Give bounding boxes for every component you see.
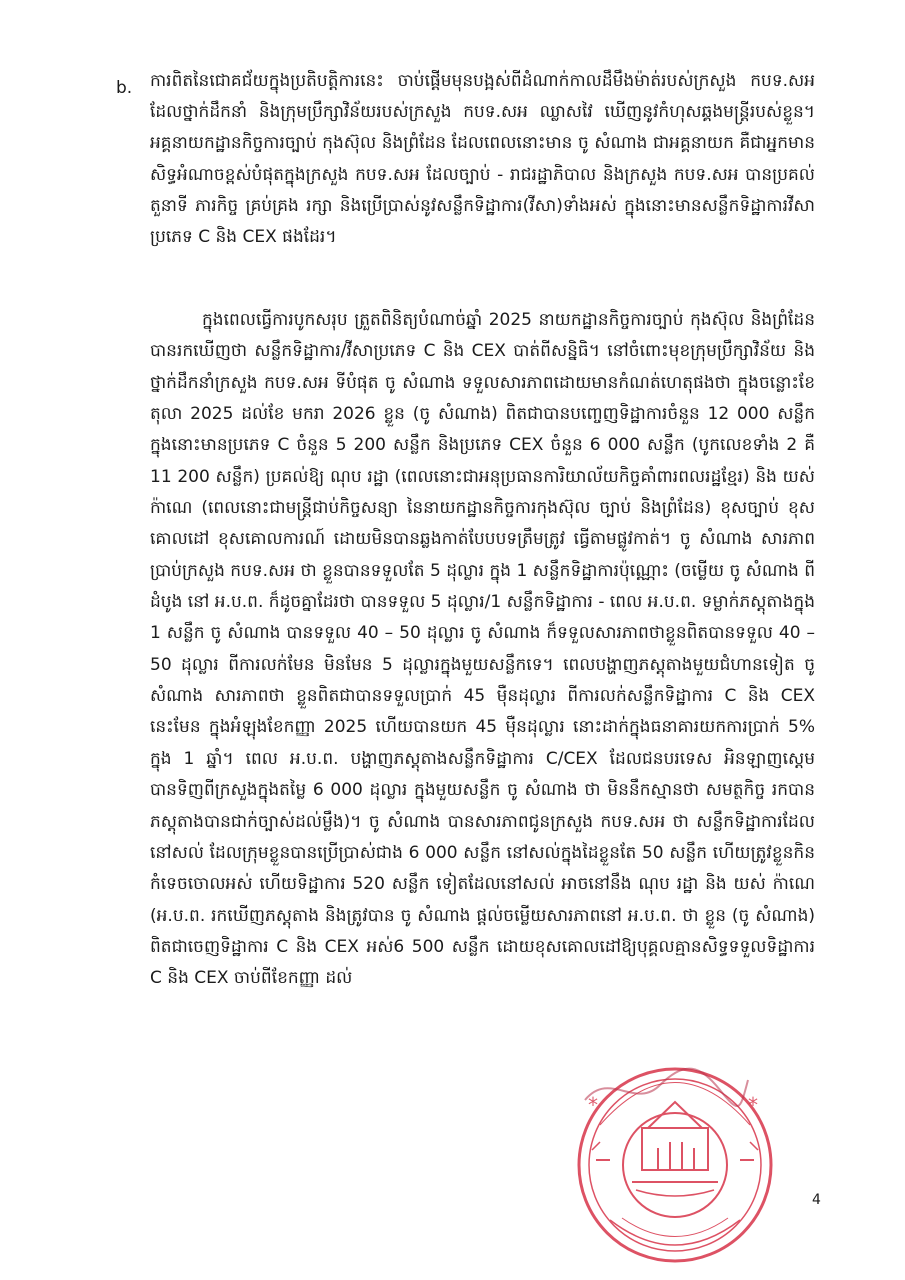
paragraph-1: ការពិតនៃជោគជ័យក្នុងប្រតិបត្តិការនេះ ចាប់ផ្តើមមុនបង្អស់ពីដំណាក់កាលដឹមឹងម៉ាត់របស់ក្រសួង កបទ.សអ ដែលថ្នាក់ដឹកនាំ និងក្រុមប្រឹក្សាវិន័យរបស់ក្រសួង កបទ.សអ ឈ្លាសវៃ ឃើញនូវកំហុសឆ្គងមន្ត្រីរបស់ខ្លួន។ អគ្គនាយកដ្ឋានកិច្ចការច្បាប់ កុងស៊ុល និងព្រំដែន ដែលពេលនោះមាន ចូ សំណាង ជាអគ្គនាយក គឺជាអ្នកមានសិទ្ធអំណាចខ្ពស់បំផុតក្នុងក្រសួង កបទ.សអ ដែលច្បាប់ - រាជរដ្ឋាភិបាល និងក្រសួង កបទ.សអ បានប្រគល់តួនាទី ភារកិច្ច គ្រប់គ្រង រក្សា និងប្រើប្រាស់នូវសន្លឹកទិដ្ឋាការ(វីសា)ទាំងអស់ ក្នុងនោះមានសន្លឹកទិដ្ឋាការវីសា ប្រភេទ C និង CEX ផងដែរ។ [150,71,815,248]
svg-text:*: * [588,1093,598,1117]
page-number: 4 [812,1192,821,1208]
paragraph-2: ក្នុងពេលធ្វើការបូកសរុប ត្រួតពិនិត្យបំណាច់ឆ្នាំ 2025 នាយកដ្ឋានកិច្ចការច្បាប់ កុងស៊ុល និងព្រំដែន បានរកឃើញថា សន្លឹកទិដ្ឋាការ/វីសាប្រភេទ C និង CEX បាត់ពីសន្និធិ។ នៅចំពោះមុខក្រុមប្រឹក្សាវិន័យ និងថ្នាក់ដឹកនាំក្រសួង កបទ.សអ ទីបំផុត ចូ សំណាង ទទួលសារភាពដោយមានកំណត់ហេតុផងថា ក្នុងចន្លោះខែតុលា 2025 ដល់ខែ មករា 2026 ខ្លួន (ចូ សំណាង) ពិតជាបានបញ្ចេញទិដ្ឋាការចំនួន 12 000 សន្លឹក ក្នុងនោះមានប្រភេទ C ចំនួន 5 200 សន្លឹក និងប្រភេទ CEX ចំនួន 6 000 សន្លឹក (បូកលេខទាំង 2 គឺ 11 200 សន្លឹក) ប្រគល់ឱ្យ ណុប រដ្ឋា (ពេលនោះជាអនុប្រធានការិយាល័យកិច្ចគាំពារពលរដ្ឋខ្មែរ) និង យស់ ក៉ាណេ (ពេលនោះជាមន្ត្រីជាប់កិច្ចសន្យា នៃនាយកដ្ឋានកិច្ចការកុងស៊ុល ច្បាប់ និងព្រំដែន) ខុសច្បាប់ ខុសគោលដៅ ខុសគោលការណ៍ ដោយមិនបានឆ្លងកាត់បែបបទត្រឹមត្រូវ ធ្វើតាមផ្លូវកាត់។ ចូ សំណាង សារភាពប្រាប់ក្រសួង កបទ.សអ ថា ខ្លួនបានទទួលតែ 5 ដុល្លារ ក្នុង 1 សន្លឹកទិដ្ឋាការប៉ុណ្ណោះ (ចម្លើយ ចូ សំណាង ពីដំបូង នៅ អ.ប.ព. ក៏ដូចគ្នាដែរថា បានទទួល 5 ដុល្លារ/1 សន្លឹកទិដ្ឋាការ - ពេល អ.ប.ព. ទម្លាក់ភស្តុតាងក្នុង 1 សន្លឹក ចូ សំណាង បានទទួល 40 – 50 ដុល្លារ ចូ សំណាង ក៏ទទួលសារភាពថាខ្លួនពិតបានទទួល 40 – 50 ដុល្លារ ពីការលក់មែន មិនមែន 5 ដុល្លារក្នុងមួយសន្លឹកទេ។ ពេលបង្ហាញភស្តុតាងមួយជំហានទៀត ចូ សំណាង សារភាពថា ខ្លួនពិតជាបានទទួលប្រាក់ 45 ម៉ឺនដុល្លារ ពីការលក់សន្លឹកទិដ្ឋាការ C និង CEX នេះមែន ក្នុងអំឡុងខែកញ្ញា 2025 ហើយបានយក 45 ម៉ឺនដុល្លារ នោះដាក់ក្នុងធនាគារយកការប្រាក់ 5% ក្នុង 1 ឆ្នាំ។ ពេល អ.ប.ព. បង្ហាញភស្តុតាងសន្លឹកទិដ្ឋាការ C/CEX ដែលជនបរទេស អិនឡាញស្តេម បានទិញពីក្រសួងក្នុងតម្លៃ 6 000 ដុល្លារ ក្នុងមួយសន្លឹក ចូ សំណាង ថា មិននឹកស្មានថា សមត្ថកិច្ច រកបានភស្តុតាងបានជាក់ច្បាស់ដល់ម្លឹង)។ ចូ សំណាង បានសារភាពជូនក្រសួង កបទ.សអ ថា សន្លឹកទិដ្ឋាការដែលនៅសល់ ដែលក្រុមខ្លួនបានប្រើប្រាស់ជាង 6 000 សន្លឹក នៅសល់ក្នុងដៃខ្លួនតែ 50 សន្លឹក ហើយត្រូវខ្លួនកិនកំទេចចោលអស់ ហើយទិដ្ឋាការ 520 សន្លឹក ទៀតដែលនៅសល់ អាចនៅនឹង ណុប រដ្ឋា និង យស់ ក៉ាណេ (អ.ប.ព. រកឃើញភស្តុតាង និងត្រូវបាន ចូ សំណាង ផ្តល់ចម្លើយសារភាពនៅ អ.ប.ព. ថា ខ្លួន (ចូ សំណាង) ពិតជាចេញទិដ្ឋាការ C និង CEX អស់6 500 សន្លឹក ដោយខុសគោលដៅឱ្យបុគ្គលគ្មានសិទ្ធទទួលទិដ្ឋាការ C និង CEX ចាប់ពីខែកញ្ញា ដល់ [150,310,815,989]
list-item-label: b. [116,78,133,98]
svg-text:*: * [748,1093,758,1117]
signature-icon [580,1060,750,1120]
